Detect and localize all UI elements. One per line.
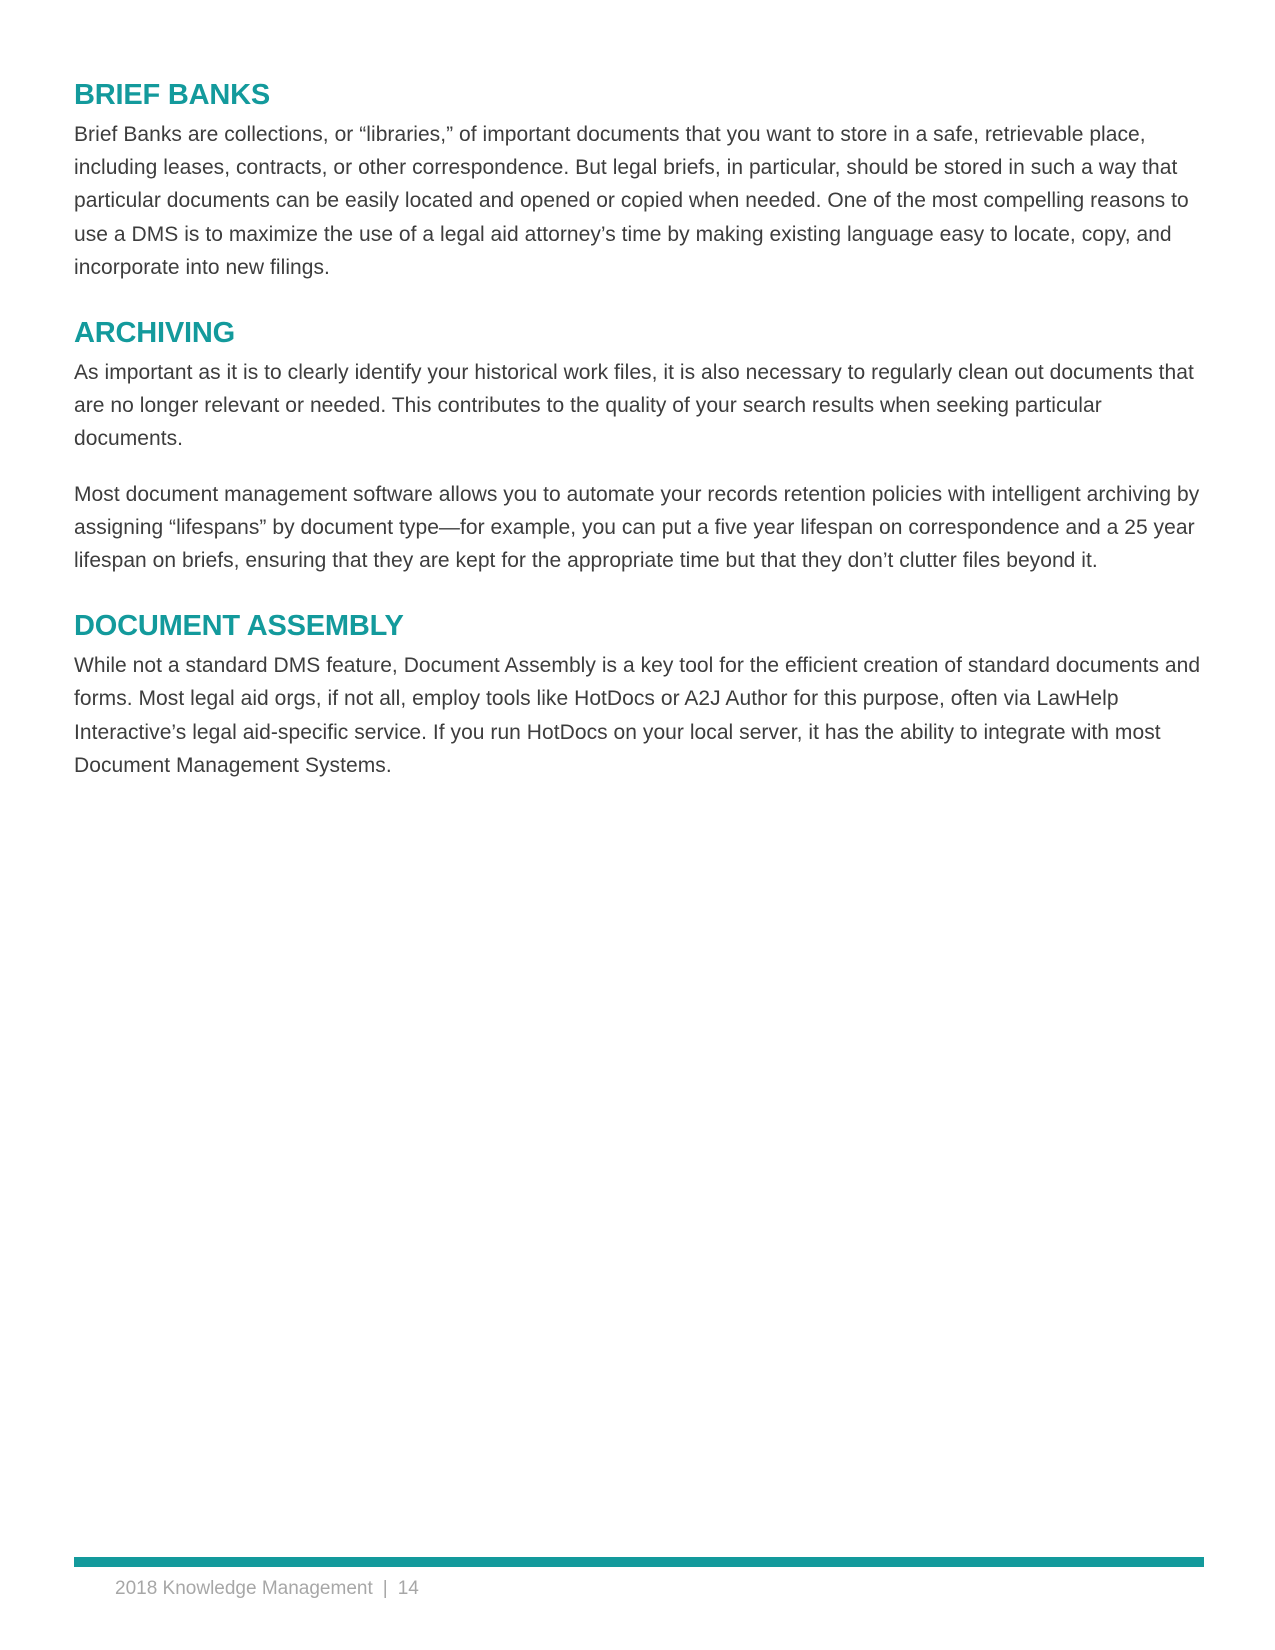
page-number: 14 (397, 1578, 419, 1599)
section-paragraph: Brief Banks are collections, or “libraries,” of important documents that you want to store in a safe, retrievable place, including leases, contracts, or other correspondence. But legal briefs, in particular, should be stored in such a way that particular documents can be easily located and opened or copied when needed. One of the most compelling reasons to use a DMS is to maximize the use of a legal aid attorney’s time by making existing language easy to locate, copy, and incorporate into new filings. (74, 123, 1189, 279)
document-page (74, 72, 1204, 808)
footer-divider (74, 1557, 1204, 1567)
footer-title: 2018 Knowledge Management (115, 1578, 373, 1599)
section-paragraph: As important as it is to clearly identify your historical work files, it is also necessary to regularly clean out documents that are no longer relevant or needed. This contributes to the quality of your search results when seeking particular documents. (74, 361, 1194, 451)
section-archiving (74, 310, 1204, 577)
section-paragraph: While not a standard DMS feature, Document Assembly is a key tool for the efficient creation of standard documents and forms. Most legal aid orgs, if not all, employ tools like HotDocs or A2J Author for this purpose, often via LawHelp Interactive’s legal aid-specific service. If you run HotDocs on your local server, it has the ability to integrate with most Document Management Systems. (74, 654, 1201, 777)
section-heading: BRIEF BANKS (74, 79, 270, 111)
page-footer (115, 1576, 419, 1602)
section-heading: ARCHIVING (74, 317, 235, 350)
section-document-assembly (74, 603, 1204, 782)
section-paragraph: Most document management software allows you to automate your records retention policies with intelligent archiving by assigning “lifespans” by document type—for example, you can put a five year lifespan on correspondence and a 25 year lifespan on briefs, ensuring that they are kept for the appropriate time but that they don’t clutter files beyond it. (74, 482, 1200, 573)
section-heading: DOCUMENT ASSEMBLY (74, 610, 404, 643)
section-brief-banks (74, 72, 1204, 284)
footer-separator: | (382, 1578, 388, 1599)
